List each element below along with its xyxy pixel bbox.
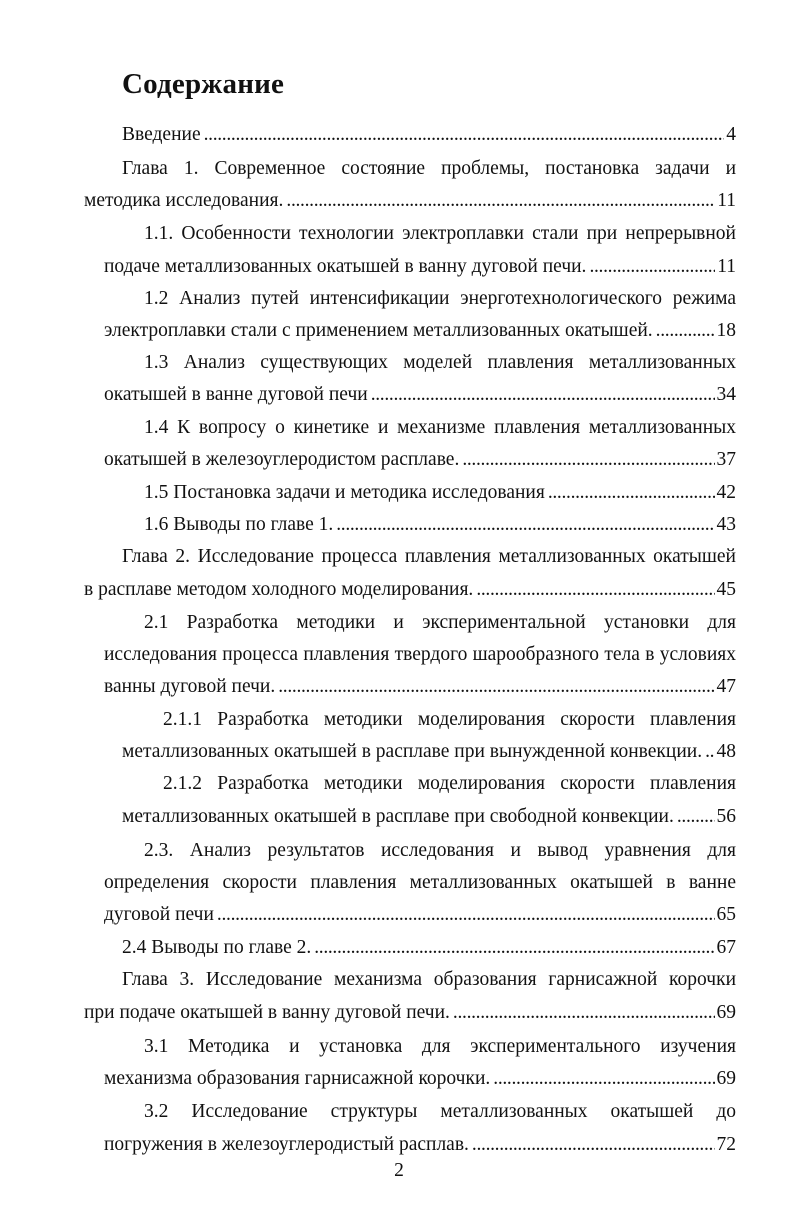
toc-page-number: 67 bbox=[716, 937, 736, 958]
toc-page-number: 11 bbox=[717, 190, 736, 211]
toc-page-number: 65 bbox=[716, 904, 736, 925]
toc-entry-3-1-cont[interactable] bbox=[104, 1062, 736, 1096]
toc-entry-title: окатышей в ванне дуговой печи bbox=[104, 384, 368, 405]
toc-entry-title: металлизованных окатышей в расплаве при вынужденной конвекции. bbox=[122, 741, 703, 762]
leader-dots bbox=[453, 996, 715, 1030]
leader-dots bbox=[656, 314, 715, 348]
toc-page-number: 48 bbox=[716, 741, 736, 762]
toc-page-number: 34 bbox=[716, 384, 736, 405]
toc-entry-2-3-cont[interactable]: определения скорости плавления металлизованных окатышей в ванне bbox=[104, 872, 736, 893]
toc-entry-title: 1.6 Выводы по главе 1. bbox=[144, 514, 334, 535]
leader-dots bbox=[472, 1128, 715, 1162]
leader-dots bbox=[705, 735, 714, 769]
leader-dots bbox=[314, 931, 714, 965]
leader-dots bbox=[462, 443, 714, 477]
leader-dots bbox=[677, 800, 715, 834]
toc-entry-title: электроплавки стали с применением металлизованных окатышей. bbox=[104, 320, 653, 341]
toc-entry-2-3-cont2[interactable] bbox=[104, 898, 736, 932]
toc-page-number: 37 bbox=[716, 449, 736, 470]
toc-entry-1-4-cont[interactable] bbox=[104, 443, 736, 477]
toc-entry-2-1-1-cont[interactable] bbox=[122, 735, 736, 769]
leader-dots bbox=[548, 476, 715, 510]
toc-page-number: 72 bbox=[716, 1134, 736, 1155]
toc-entry-intro[interactable] bbox=[122, 118, 736, 152]
toc-entry-title: погружения в железоуглеродистый расплав. bbox=[104, 1134, 469, 1155]
toc-entry-1-3[interactable]: 1.3 Анализ существующих моделей плавления металлизованных bbox=[144, 352, 736, 373]
toc-page-number: 4 bbox=[726, 124, 736, 145]
toc-entry-title: 1.5 Постановка задачи и методика исследования bbox=[144, 482, 545, 503]
toc-entry-1-5[interactable] bbox=[144, 476, 736, 510]
toc-entry-2-1-2-cont[interactable] bbox=[122, 800, 736, 834]
toc-page-number: 43 bbox=[716, 514, 736, 535]
toc-entry-3-1[interactable]: 3.1 Методика и установка для экспериментального изучения bbox=[144, 1036, 736, 1057]
toc-entry-1-2[interactable]: 1.2 Анализ путей интенсификации энерготехнологического режима bbox=[144, 288, 736, 309]
toc-page-number: 47 bbox=[716, 676, 736, 697]
toc-entry-chapter-2-cont[interactable] bbox=[84, 573, 736, 607]
toc-entry-1-4[interactable]: 1.4 К вопросу о кинетике и механизме плавления металлизованных bbox=[144, 417, 736, 438]
toc-entry-2-4[interactable] bbox=[122, 931, 736, 965]
toc-entry-2-3[interactable]: 2.3. Анализ результатов исследования и вывод уравнения для bbox=[144, 840, 736, 861]
page-title: Содержание bbox=[122, 68, 285, 100]
leader-dots bbox=[286, 184, 715, 218]
toc-entry-title: методика исследования. bbox=[84, 190, 284, 211]
toc-entry-title: дуговой печи bbox=[104, 904, 214, 925]
leader-dots bbox=[476, 573, 714, 607]
toc-entry-3-2[interactable]: 3.2 Исследование структуры металлизованных окатышей до bbox=[144, 1101, 736, 1122]
leader-dots bbox=[204, 118, 725, 152]
toc-page-number: 11 bbox=[717, 256, 736, 277]
toc-page-number: 69 bbox=[716, 1068, 736, 1089]
toc-entry-title: ванны дуговой печи. bbox=[104, 676, 276, 697]
leader-dots bbox=[493, 1062, 714, 1096]
toc-entry-1-1[interactable]: 1.1. Особенности технологии электроплавки стали при непрерывной bbox=[144, 223, 736, 244]
leader-dots bbox=[371, 378, 715, 412]
toc-entry-chapter-1[interactable]: Глава 1. Современное состояние проблемы, постановка задачи и bbox=[122, 158, 736, 179]
toc-entry-1-1-cont[interactable] bbox=[104, 250, 736, 284]
toc-entry-title: металлизованных окатышей в расплаве при свободной конвекции. bbox=[122, 806, 674, 827]
toc-entry-title: 2.4 Выводы по главе 2. bbox=[122, 937, 312, 958]
toc-entry-3-2-cont[interactable] bbox=[104, 1128, 736, 1162]
toc-entry-chapter-2[interactable]: Глава 2. Исследование процесса плавления металлизованных окатышей bbox=[122, 546, 736, 567]
leader-dots bbox=[589, 250, 715, 284]
toc-entry-title: окатышей в железоуглеродистом расплаве. bbox=[104, 449, 460, 470]
toc-entry-chapter-3-cont[interactable] bbox=[84, 996, 736, 1030]
leader-dots bbox=[278, 670, 714, 704]
toc-entry-2-1-2[interactable]: 2.1.2 Разработка методики моделирования скорости плавления bbox=[163, 773, 736, 794]
toc-entry-title: при подаче окатышей в ванну дуговой печи. bbox=[84, 1002, 450, 1023]
toc-page-number: 45 bbox=[716, 579, 736, 600]
toc-page-number: 42 bbox=[716, 482, 736, 503]
toc-page-number: 69 bbox=[716, 1002, 736, 1023]
toc-entry-1-2-cont[interactable] bbox=[104, 314, 736, 348]
toc-entry-1-3-cont[interactable] bbox=[104, 378, 736, 412]
leader-dots bbox=[336, 508, 714, 542]
toc-entry-1-6[interactable] bbox=[144, 508, 736, 542]
toc-entry-2-1-1[interactable]: 2.1.1 Разработка методики моделирования скорости плавления bbox=[163, 709, 736, 730]
toc-entry-2-1-cont[interactable]: исследования процесса плавления твердого шарообразного тела в условиях bbox=[104, 644, 736, 665]
toc-entry-title: подаче металлизованных окатышей в ванну дуговой печи. bbox=[104, 256, 587, 277]
toc-entry-chapter-3[interactable]: Глава 3. Исследование механизма образования гарнисажной корочки bbox=[122, 969, 736, 990]
toc-entry-2-1-cont2[interactable] bbox=[104, 670, 736, 704]
toc-page-number: 18 bbox=[716, 320, 736, 341]
toc-entry-title: механизма образования гарнисажной корочки. bbox=[104, 1068, 491, 1089]
toc-entry-title: в расплаве методом холодного моделирования. bbox=[84, 579, 474, 600]
toc-entry-2-1[interactable]: 2.1 Разработка методики и экспериментальной установки для bbox=[144, 612, 736, 633]
page-number: 2 bbox=[394, 1160, 404, 1181]
toc-entry-chapter-1-cont[interactable] bbox=[84, 184, 736, 218]
toc-page-number: 56 bbox=[716, 806, 736, 827]
toc-entry-title: Введение bbox=[122, 124, 201, 145]
leader-dots bbox=[217, 898, 715, 932]
